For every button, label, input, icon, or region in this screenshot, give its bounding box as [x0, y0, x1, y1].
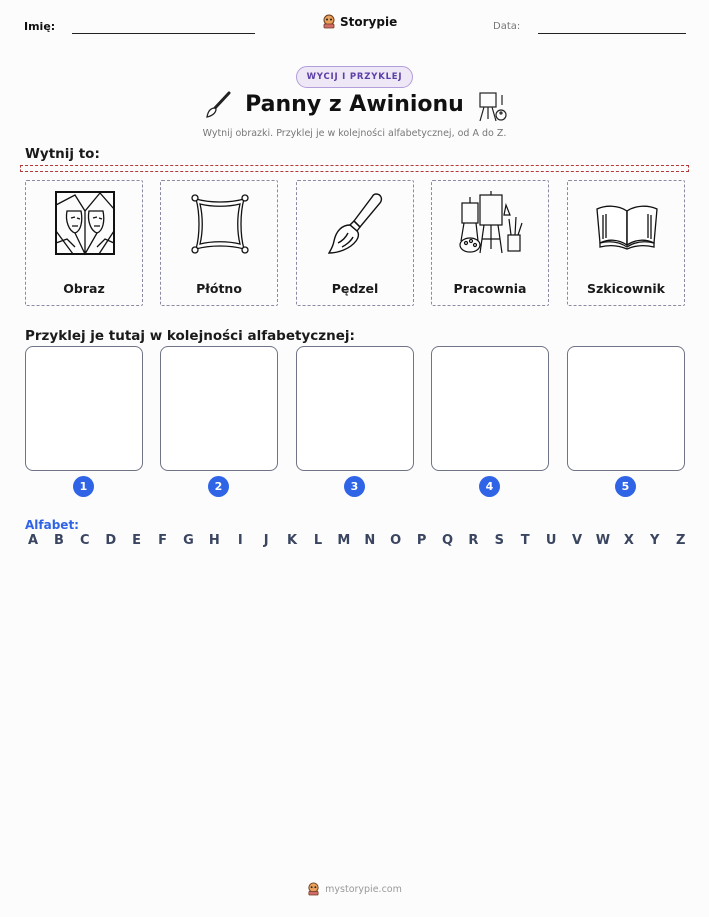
alphabet-letter: B — [53, 533, 64, 548]
alphabet-letter: A — [27, 533, 39, 548]
brand-name: Storypie — [340, 14, 398, 29]
alphabet-letter: R — [468, 533, 479, 548]
alphabet-title: Alfabet: — [25, 518, 79, 532]
cut-card-pedzel[interactable] — [296, 180, 414, 306]
slot-number: 5 — [615, 476, 636, 497]
sketchbook-icon — [594, 191, 660, 256]
storypie-logo-icon — [307, 882, 320, 896]
cut-card-pracownia[interactable] — [431, 180, 549, 306]
paintbrush-icon — [326, 191, 386, 256]
alphabet-letter: T — [520, 533, 530, 548]
slot-number: 1 — [73, 476, 94, 497]
alphabet-letter: Y — [650, 533, 660, 548]
alphabet-row — [25, 533, 689, 548]
alphabet-letter: D — [105, 533, 117, 548]
cut-card-szkicownik[interactable] — [567, 180, 685, 306]
canvas-icon — [190, 191, 250, 256]
storypie-logo-icon — [322, 14, 336, 29]
paste-slot[interactable] — [567, 346, 685, 471]
alphabet-letter: Z — [675, 533, 686, 548]
paste-slot[interactable] — [296, 346, 414, 471]
alphabet-letter: K — [287, 533, 298, 548]
alphabet-letter: E — [132, 533, 142, 548]
alphabet-letter: U — [545, 533, 557, 548]
cut-line — [20, 165, 689, 172]
date-label: Data: — [493, 21, 521, 32]
alphabet-letter: F — [158, 533, 167, 548]
alphabet-letter: J — [263, 533, 269, 548]
alphabet-letter: P — [416, 533, 427, 548]
card-label: Szkicownik — [587, 281, 665, 296]
paste-slot[interactable] — [431, 346, 549, 471]
paste-slot[interactable] — [25, 346, 143, 471]
alphabet-letter: G — [183, 533, 194, 548]
instructions: Wytnij obrazki. Przyklej je w kolejności alfabetycznej, od A do Z. — [202, 128, 507, 139]
card-label: Obraz — [63, 281, 105, 296]
alphabet-letter: S — [494, 533, 504, 548]
alphabet-letter: H — [208, 533, 220, 548]
slot-number: 4 — [479, 476, 500, 497]
cut-card-plotno[interactable] — [160, 180, 278, 306]
alphabet-letter: Q — [441, 533, 454, 548]
alphabet-letter: O — [390, 533, 402, 548]
studio-easels-icon — [458, 191, 524, 256]
alphabet-letter: M — [337, 533, 351, 548]
footer-url[interactable]: mystorypie.com — [325, 883, 402, 895]
paste-heading: Przyklej je tutaj w kolejności alfabetycznej: — [25, 328, 355, 344]
activity-tag: WYCIJ I PRZYKLEJ — [296, 66, 413, 88]
alphabet-letter: W — [595, 533, 611, 548]
alphabet-letter: V — [572, 533, 583, 548]
easel-decor-icon — [474, 89, 508, 127]
alphabet-letter: N — [364, 533, 376, 548]
brand-logo — [322, 14, 397, 29]
name-line[interactable] — [72, 33, 255, 34]
alphabet-letter: I — [237, 533, 243, 548]
cut-card-obraz[interactable] — [25, 180, 143, 306]
card-label: Płótno — [196, 281, 242, 296]
cubist-painting-icon — [55, 191, 115, 256]
card-label: Pędzel — [331, 281, 379, 296]
date-line[interactable] — [538, 33, 686, 34]
alphabet-letter: L — [313, 533, 323, 548]
cut-heading: Wytnij to: — [25, 146, 100, 162]
alphabet-letter: X — [623, 533, 634, 548]
alphabet-letter: C — [80, 533, 90, 548]
paste-slot[interactable] — [160, 346, 278, 471]
footer — [0, 882, 709, 896]
name-label: Imię: — [24, 20, 56, 33]
slot-number: 3 — [344, 476, 365, 497]
card-label: Pracownia — [453, 281, 527, 296]
page-title: Panny z Awinionu — [245, 92, 464, 117]
slot-number: 2 — [208, 476, 229, 497]
